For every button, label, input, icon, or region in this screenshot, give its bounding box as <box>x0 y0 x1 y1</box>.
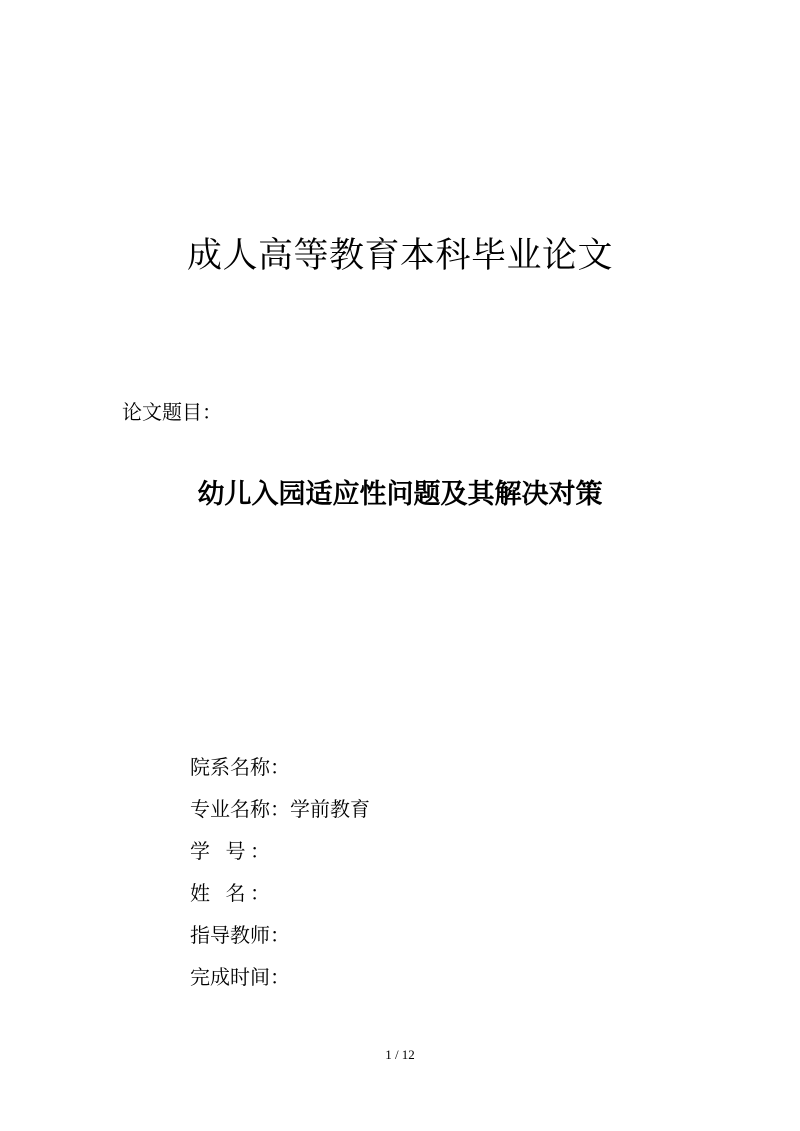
department-row <box>190 752 610 794</box>
thesis-label: 论文题目： <box>122 400 222 424</box>
student-id-row <box>190 836 610 878</box>
major-value: 学前教育 <box>290 797 370 821</box>
name-row <box>190 878 610 920</box>
student-id-label-b: 号： <box>225 839 270 863</box>
name-label-b: 名： <box>225 881 270 905</box>
info-block <box>190 752 610 1004</box>
student-id-label <box>190 836 270 866</box>
major-label: 专业名称： <box>190 797 290 821</box>
advisor-row <box>190 920 610 962</box>
department-label: 院系名称： <box>190 755 290 779</box>
major-row <box>190 794 610 836</box>
advisor-label: 指导教师： <box>190 923 290 947</box>
thesis-title: 幼儿入园适应性问题及其解决对策 <box>197 479 603 510</box>
name-label <box>190 878 270 908</box>
main-title: 成人高等教育本科毕业论文 <box>186 236 613 276</box>
completion-row <box>190 962 610 1004</box>
name-label-a: 姓 <box>190 881 215 905</box>
completion-label: 完成时间： <box>190 965 290 989</box>
student-id-label-a: 学 <box>190 839 215 863</box>
page-number: 1 / 12 <box>385 1047 415 1062</box>
